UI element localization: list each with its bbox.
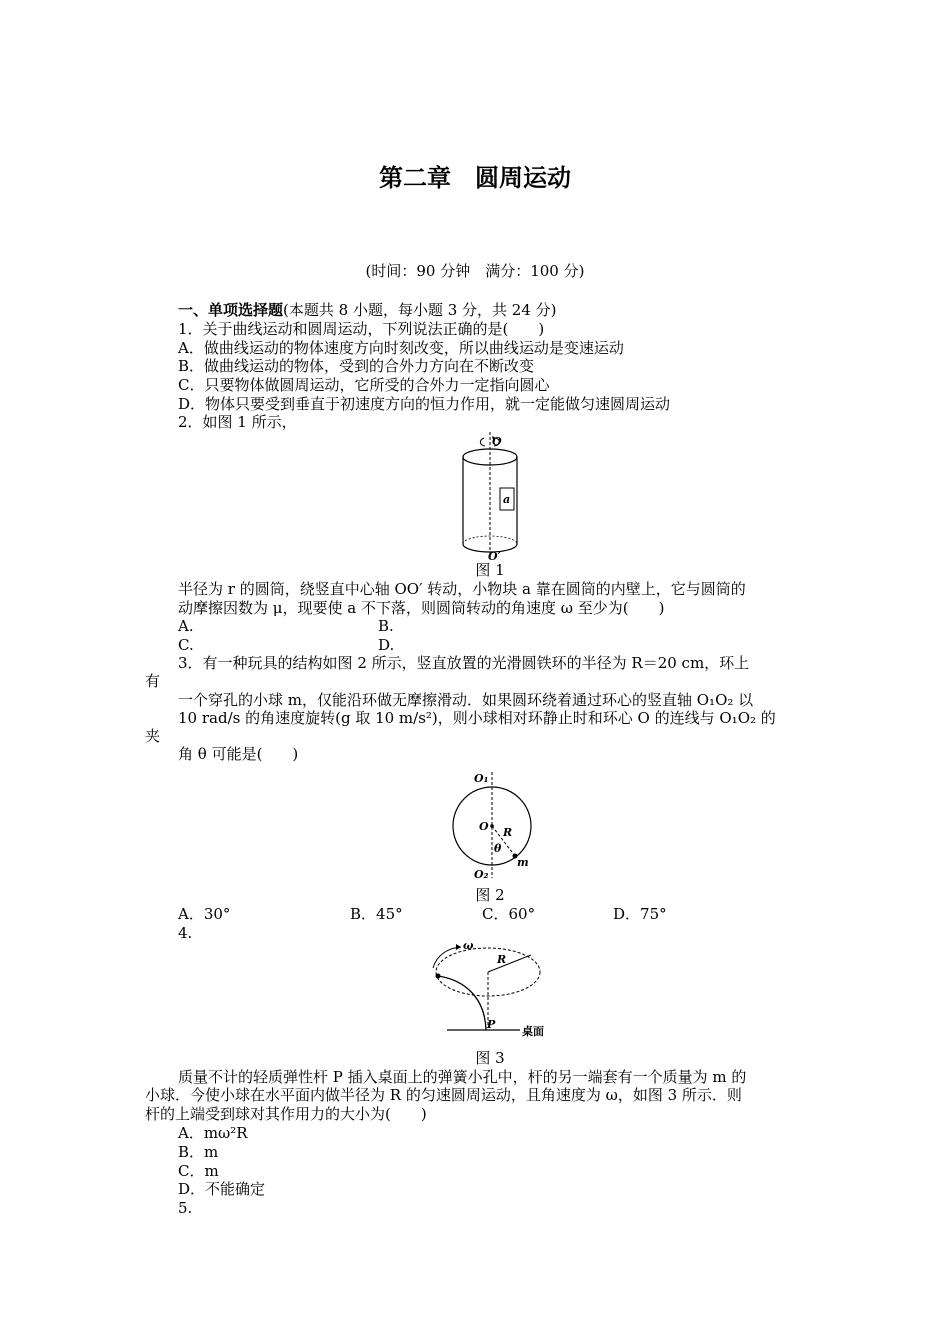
- q1-option-c: C．只要物体做圆周运动，它所受的合外力一定指向圆心: [178, 376, 550, 394]
- fig2-label-o2: O₂: [474, 868, 489, 881]
- fig1-label-o-prime: O′: [488, 550, 501, 562]
- q3-line3-wrap: 夹: [145, 727, 161, 745]
- q1-option-d: D．物体只要受到垂直于初速度方向的恒力作用，就一定能做匀速圆周运动: [178, 395, 671, 413]
- q3-line1-wrap: 有: [145, 672, 161, 690]
- q2-line2: 动摩擦因数为 μ，现要使 a 不下落，则圆筒转动的角速度 ω 至少为( ): [178, 599, 665, 617]
- q2-line1: 半径为 r 的圆筒，绕竖直中心轴 OO′ 转动，小物块 a 靠在圆筒的内壁上，它与圆筒的: [178, 580, 746, 598]
- figure-3-caption: 图 3: [475, 1049, 505, 1067]
- fig2-label-o: O: [479, 820, 489, 833]
- q2-option-d: D.: [378, 636, 395, 654]
- fig2-label-r: R: [503, 826, 513, 839]
- page-title: 第二章 圆周运动: [379, 164, 571, 192]
- q4-line3: 杆的上端受到球对其作用力的大小为( ): [145, 1105, 427, 1123]
- q3-option-a: A．30°: [178, 905, 231, 923]
- q4-option-b: B．m: [178, 1143, 219, 1161]
- q2-intro: 2．如图 1 所示，: [178, 413, 297, 431]
- figure-2-ring: [445, 770, 545, 882]
- section-title: 一、单项选择题: [178, 301, 284, 319]
- figure-1-cylinder: [455, 432, 525, 562]
- fig2-label-m: m: [517, 856, 529, 869]
- fig2-label-theta: θ: [494, 842, 502, 855]
- q3-option-b: B．45°: [350, 905, 403, 923]
- q1-option-a: A．做曲线运动的物体速度方向时刻改变，所以曲线运动是变速运动: [178, 339, 624, 357]
- q2-option-b: B.: [378, 617, 394, 635]
- q3-option-c: C．60°: [482, 905, 536, 923]
- figure-3-rod: [425, 938, 555, 1046]
- fig3-label-r: R: [497, 953, 507, 966]
- q4-line1: 质量不计的轻质弹性杆 P 插入桌面上的弹簧小孔中，杆的另一端套有一个质量为 m 的: [178, 1068, 747, 1086]
- fig3-label-p: P: [487, 1018, 496, 1031]
- q3-line4: 角 θ 可能是( ): [178, 745, 299, 763]
- figure-2-caption: 图 2: [475, 886, 505, 904]
- q4-option-d: D．不能确定: [178, 1180, 266, 1198]
- q4-option-c: C．m: [178, 1162, 219, 1180]
- section-note: (本题共 8 小题，每小题 3 分，共 24 分): [283, 301, 557, 319]
- q3-line1: 3．有一种玩具的结构如图 2 所示，竖直放置的光滑圆铁环的半径为 R＝20 cm，环上: [178, 654, 750, 672]
- figure-1-caption: 图 1: [475, 561, 505, 579]
- q1-option-b: B．做曲线运动的物体，受到的合外力方向在不断改变: [178, 357, 535, 375]
- fig2-label-o1: O₁: [474, 772, 489, 785]
- exam-info: (时间：90 分钟 满分：100 分): [365, 262, 585, 280]
- fig3-label-table: 桌面: [522, 1025, 544, 1038]
- q2-option-c: C.: [178, 636, 194, 654]
- fig1-label-o: O: [492, 435, 502, 448]
- q2-option-a: A.: [178, 617, 194, 635]
- fig3-label-omega: ω: [463, 939, 474, 952]
- fig1-label-a: a: [503, 493, 511, 506]
- q3-line3: 10 rad/s 的角速度旋转(g 取 10 m/s²)，则小球相对环静止时和环心 O 的连线与 O₁O₂ 的: [178, 709, 776, 727]
- q3-line2: 一个穿孔的小球 m，仅能沿环做无摩擦滑动．如果圆环绕着通过环心的竖直轴 O₁O₂ 以: [178, 691, 754, 709]
- q1-stem: 1．关于曲线运动和圆周运动，下列说法正确的是( ): [178, 320, 545, 338]
- q4-option-a: A．mω²R: [178, 1124, 248, 1142]
- q4-number: 4.: [178, 924, 193, 942]
- q5-number: 5.: [178, 1199, 193, 1217]
- q4-line2: 小球．今使小球在水平面内做半径为 R 的匀速圆周运动，且角速度为 ω，如图 3 所示．则: [145, 1086, 742, 1104]
- q3-option-d: D．75°: [613, 905, 667, 923]
- section-heading: [178, 301, 557, 320]
